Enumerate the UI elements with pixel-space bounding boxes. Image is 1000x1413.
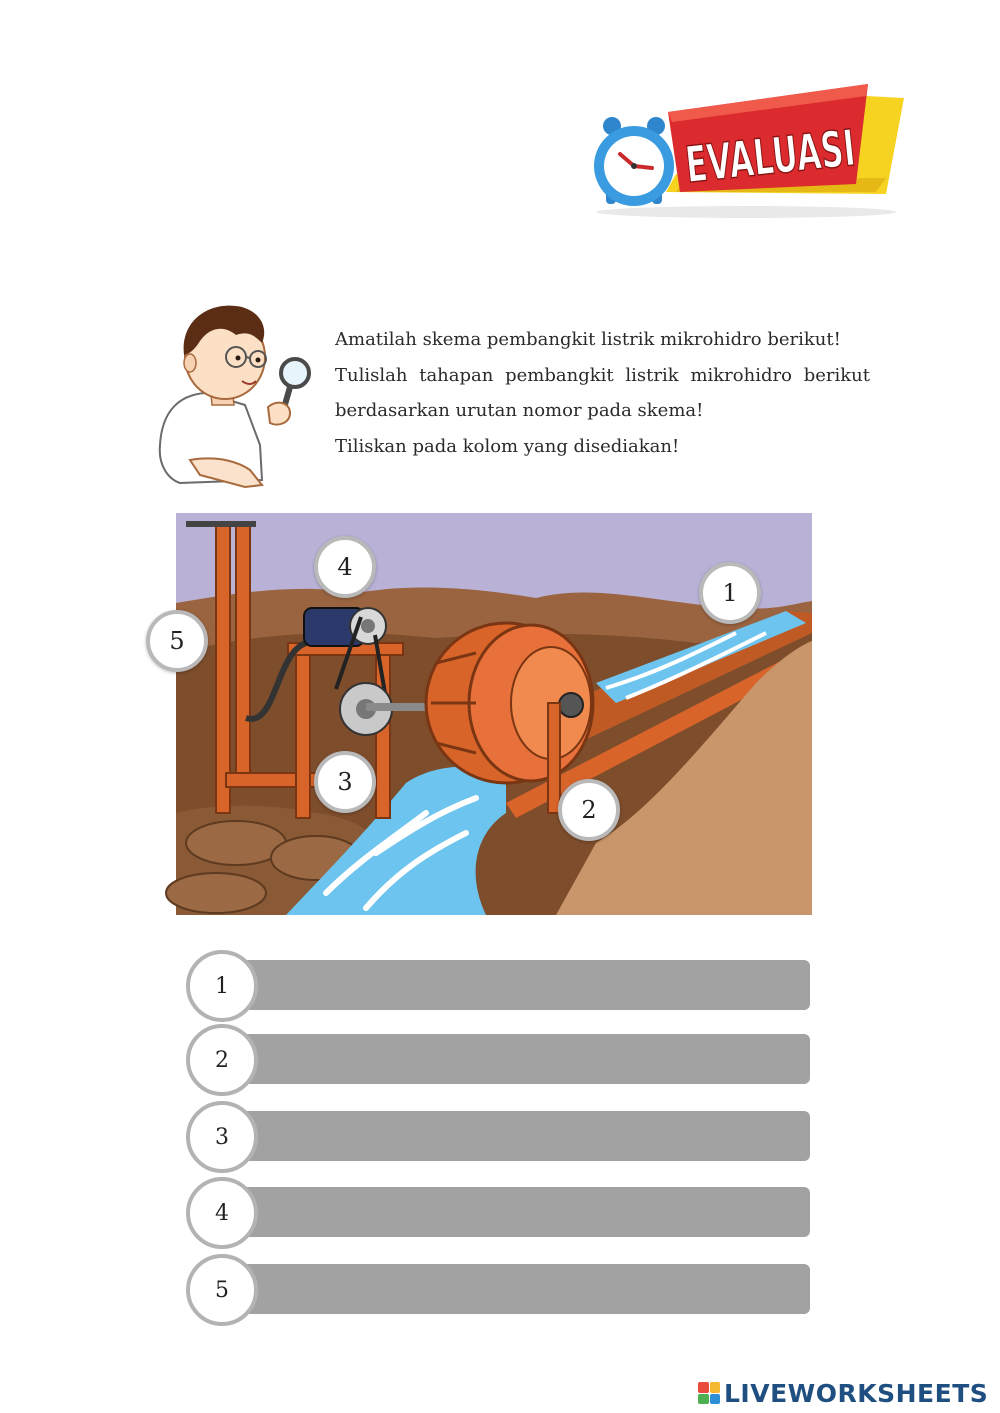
answer-number-4: 4 (186, 1177, 258, 1249)
instruction-line-4: Tiliskan pada kolom yang disediakan! (335, 435, 680, 457)
answer-row-1 (186, 950, 810, 1022)
answer-number-2: 2 (186, 1024, 258, 1096)
answer-row-5 (186, 1254, 810, 1326)
answer-number-5: 5 (186, 1254, 258, 1326)
answer-input-1[interactable] (222, 960, 810, 1010)
student-with-magnifier-illustration (150, 295, 310, 495)
scheme-label-1: 1 (699, 562, 761, 624)
instruction-line-1: Amatilah skema pembangkit listrik mikrohidro berikut! (335, 329, 841, 350)
scheme-label-3: 3 (314, 751, 376, 813)
microhydro-scheme-illustration (176, 513, 812, 915)
evaluasi-banner (586, 74, 958, 224)
answer-row-2 (186, 1024, 810, 1096)
answer-number-1: 1 (186, 950, 258, 1022)
answer-row-3 (186, 1101, 810, 1173)
answer-input-3[interactable] (222, 1111, 810, 1161)
scheme-label-4: 4 (314, 536, 376, 598)
answer-number-3: 3 (186, 1101, 258, 1173)
water-wheel-icon (426, 623, 593, 783)
instructions (335, 322, 870, 464)
brand-name: LIVEWORKSHEETS (724, 1378, 989, 1408)
instruction-line-3: berdasarkan urutan nomor pada skema! (335, 400, 704, 421)
scheme-label-5: 5 (146, 610, 208, 672)
liveworksheets-logo-icon (698, 1382, 720, 1404)
answer-input-2[interactable] (222, 1034, 810, 1084)
answer-input-4[interactable] (222, 1187, 810, 1237)
answer-input-5[interactable] (222, 1264, 810, 1314)
banner-title: EVALUASI (682, 108, 958, 195)
liveworksheets-brand (698, 1378, 994, 1408)
clock-icon (594, 117, 674, 206)
answer-row-4 (186, 1177, 810, 1249)
instruction-line-2: Tulislah tahapan pembangkit listrik mikrohidro berikut (335, 364, 870, 386)
scheme-label-2: 2 (558, 779, 620, 841)
